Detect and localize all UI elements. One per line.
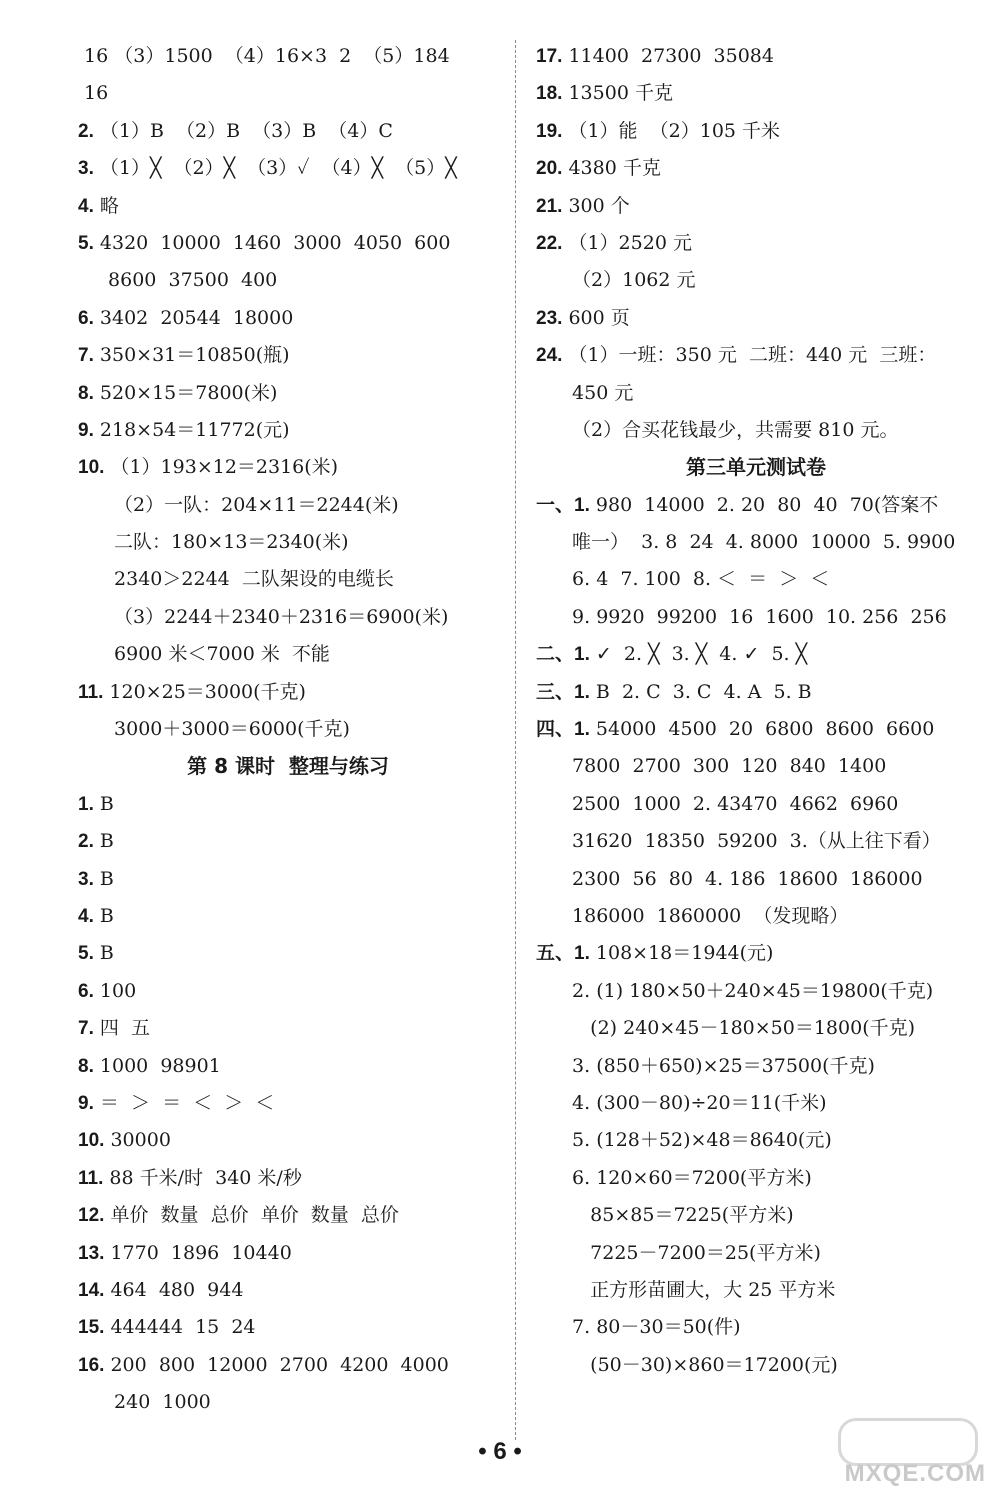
question-number: 二、1. [536,644,590,666]
answer-text: 略 [99,194,119,217]
answer-line [536,337,976,374]
answer-text: （1）2520 元 [568,231,692,254]
answer-text: 85×85＝7225(平方米) [572,1204,794,1227]
answer-text: （2）一队：204×11＝2244(米) [114,493,399,516]
question-number: 一、1. [536,494,590,516]
answer-line [536,823,976,860]
answer-text: 6. 120×60＝7200(平方米) [572,1166,812,1189]
answer-text: 600 页 [568,306,630,329]
question-number: 19. [536,120,563,142]
answer-text: （2）1062 元 [572,269,696,292]
watermark-logo [836,1418,986,1488]
answer-line [536,599,976,636]
answer-text: 54000 4500 20 6800 8600 6600 [595,718,935,741]
answer-line [536,412,976,449]
answer-text: 520×15＝7800(米) [99,381,278,404]
answer-text: 第三单元测试卷 [686,455,826,480]
answer-text: 240 1000 [114,1391,211,1414]
answer-text: ＝ ＞ ＝ ＜ ＞ ＜ [99,1091,275,1114]
answer-line [536,1197,976,1234]
answer-line [78,1197,498,1234]
answer-line [78,1160,498,1197]
answer-line [78,150,498,187]
answer-line [536,262,976,299]
answer-line [536,150,976,187]
answer-text: 2300 56 80 4. 186 18600 186000 [572,867,923,890]
question-number: 五、1. [536,943,590,965]
answer-line [78,786,498,823]
answer-text: 7225－7200＝25(平方米) [572,1241,821,1264]
answer-line [78,823,498,860]
answer-line [536,1122,976,1159]
answer-line [78,375,498,412]
answer-text: 30000 [110,1129,171,1152]
answer-line [536,1160,976,1197]
answer-text: 1000 98901 [99,1054,221,1077]
answer-line [536,674,976,711]
answer-line [536,1272,976,1309]
answer-text: 450 元 [572,381,634,404]
section-heading [78,748,498,785]
question-number: 四、1. [536,719,590,741]
answer-text: 350×31＝10850(瓶) [99,344,290,367]
answer-text: 13500 千克 [568,82,673,105]
answer-line [78,262,498,299]
question-number: 10. [78,1130,105,1152]
answer-text: 444444 15 24 [110,1316,256,1339]
answer-line [536,188,976,225]
question-number: 11. [78,1167,104,1189]
answer-text: 第 8 课时 整理与练习 [187,754,389,779]
question-number: 12. [78,1205,105,1227]
answer-text: ✓ 2. ╳ 3. ╳ 4. ✓ 5. ╳ [595,643,808,666]
answer-text: 16 （3）1500 （4）16×3 2 （5）184 [84,45,450,67]
answer-line [78,188,498,225]
question-number: 21. [536,195,563,217]
question-number: 2. [78,120,94,142]
answer-line [536,300,976,337]
right-column [536,38,976,1384]
answer-text: B 2. C 3. C 4. A 5. B [595,680,812,703]
answer-line [78,674,498,711]
answer-text: （1）一班：350 元 二班：440 元 三班： [568,344,937,367]
answer-line [78,38,498,75]
answer-line [78,300,498,337]
answer-line [536,1235,976,1272]
answer-line [78,711,498,748]
answer-line [78,636,498,673]
question-number: 23. [536,307,563,329]
answer-line [536,113,976,150]
answer-text: 4320 10000 1460 3000 4050 600 [99,231,451,254]
question-number: 1. [78,793,94,815]
answer-text: 2340＞2244 二队架设的电缆长 [114,568,394,591]
answer-line [78,1272,498,1309]
question-number: 9. [78,1092,94,1114]
answer-line [536,487,976,524]
question-number: 15. [78,1317,105,1339]
answer-line [536,1309,976,1346]
answer-line [78,412,498,449]
watermark-text: MXQE.COM [844,1460,986,1487]
answer-line [78,861,498,898]
answer-line [78,1048,498,1085]
answer-text: 正方形苗圃大，大 25 平方米 [572,1278,836,1301]
answer-line [536,861,976,898]
answer-text: 108×18＝1944(元) [595,942,774,965]
question-number: 13. [78,1242,105,1264]
question-number: 24. [536,345,563,367]
answer-line [78,973,498,1010]
question-number: 14. [78,1279,105,1301]
answer-line [78,1235,498,1272]
answer-line [536,711,976,748]
answer-text: B [99,792,114,815]
answer-text: 唯一） 3. 8 24 4. 8000 10000 5. 9900 [572,531,956,554]
question-number: 10. [78,457,105,479]
answer-text: 120×25＝3000(千克) [109,680,306,703]
answer-line [536,898,976,935]
left-column [78,38,498,1421]
answer-line [536,1010,976,1047]
answer-line [536,375,976,412]
answer-line [536,38,976,75]
answer-line [536,225,976,262]
question-number: 6. [78,307,94,329]
answer-line [78,337,498,374]
answer-text: 7800 2700 300 120 840 1400 [572,755,887,778]
answer-text: （2）合买花钱最少，共需要 810 元。 [572,418,899,441]
answer-text: 3. (850＋650)×25＝37500(千克) [572,1054,875,1077]
answer-line [78,449,498,486]
answer-line [536,935,976,972]
answer-text: 6. 4 7. 100 8. ＜ ＝ ＞ ＜ [572,568,830,591]
answer-text: 100 [99,979,137,1002]
answer-text: 980 14000 2. 20 80 40 70(答案不 [595,493,939,516]
answer-line [78,1085,498,1122]
question-number: 2. [78,831,94,853]
answer-text: （1）能 （2）105 千米 [568,119,781,142]
answer-text: （1）193×12＝2316(米) [110,456,339,479]
answer-line [78,1309,498,1346]
question-number: 3. [78,868,94,890]
watermark-stamp-icon [838,1418,978,1466]
answer-line [78,898,498,935]
answer-text: B [99,942,114,965]
answer-line [78,524,498,561]
answer-line [536,524,976,561]
answer-text: （1）B （2）B （3）B （4）C [99,119,393,142]
column-divider [515,40,516,1440]
answer-line [78,1010,498,1047]
answer-line [536,636,976,673]
question-number: 16. [78,1354,105,1376]
question-number: 7. [78,345,94,367]
question-number: 4. [78,905,94,927]
question-number: 3. [78,158,94,180]
answer-text: （3）2244＋2340＋2316＝6900(米) [114,605,449,628]
answer-text: (50－30)×860＝17200(元) [572,1353,838,1376]
question-number: 9. [78,419,94,441]
answer-text: 3402 20544 18000 [99,306,294,329]
answer-line [78,225,498,262]
answer-line [78,75,498,112]
answer-line [536,786,976,823]
question-number: 三、1. [536,681,590,703]
question-number: 7. [78,1018,94,1040]
page-number: • 6 • [478,1438,522,1465]
question-number: 6. [78,980,94,1002]
answer-text: 186000 1860000 （发现略） [572,904,849,927]
answer-line [78,487,498,524]
answer-text: 7. 80－30＝50(件) [572,1316,741,1339]
answer-text: 6900 米＜7000 米 不能 [114,643,330,666]
question-number: 22. [536,232,563,254]
answer-text: 16 [84,82,109,105]
answer-text: 11400 27300 35084 [568,45,774,67]
answer-text: 二队：180×13＝2340(米) [114,531,349,554]
answer-text: 2. (1) 180×50＋240×45＝19800(千克) [572,979,934,1002]
section-heading [536,449,976,486]
answer-line [78,935,498,972]
question-number: 20. [536,158,563,180]
answer-line [78,1122,498,1159]
answer-text: 四 五 [99,1017,150,1040]
question-number: 5. [78,943,94,965]
answer-text: 1770 1896 10440 [110,1241,292,1264]
answer-text: (2) 240×45－180×50＝1800(千克) [572,1017,916,1040]
answer-text: 464 480 944 [110,1278,244,1301]
question-number: 18. [536,83,563,105]
answer-line [536,1048,976,1085]
answer-text: 2500 1000 2. 43470 4662 6960 [572,792,899,815]
answer-text: B [99,867,114,890]
answer-text: 200 800 12000 2700 4200 4000 [110,1353,449,1376]
answer-line [78,1384,498,1421]
answer-line [78,599,498,636]
answer-text: 300 个 [568,194,630,217]
question-number: 5. [78,232,94,254]
answer-line [78,1347,498,1384]
answer-line [536,748,976,785]
answer-text: （1）╳ （2）╳ （3）✓ （4）╳ （5）╳ [99,157,457,180]
answer-text: 8600 37500 400 [108,269,278,292]
answer-text: 31620 18350 59200 3.（从上往下看） [572,830,941,853]
answer-text: 88 千米/时 340 米/秒 [109,1166,302,1189]
answer-text: 4380 千克 [568,157,661,180]
answer-line [536,1085,976,1122]
answer-line [78,561,498,598]
answer-text: 3000＋3000＝6000(千克) [114,718,350,741]
answer-text: 4. (300－80)÷20＝11(千米) [572,1091,827,1114]
answer-text: 9. 9920 99200 16 1600 10. 256 256 [572,605,947,628]
question-number: 11. [78,681,104,703]
answer-line [536,1347,976,1384]
answer-text: B [99,904,114,927]
question-number: 4. [78,195,94,217]
answer-text: 218×54＝11772(元) [99,418,290,441]
answer-text: 单价 数量 总价 单价 数量 总价 [110,1204,399,1227]
answer-text: B [99,830,114,853]
answer-line [536,561,976,598]
answer-line [536,75,976,112]
answer-line [536,973,976,1010]
answer-line [78,113,498,150]
question-number: 17. [536,46,563,67]
answer-text: 5. (128＋52)×48＝8640(元) [572,1129,832,1152]
question-number: 8. [78,1055,94,1077]
question-number: 8. [78,382,94,404]
